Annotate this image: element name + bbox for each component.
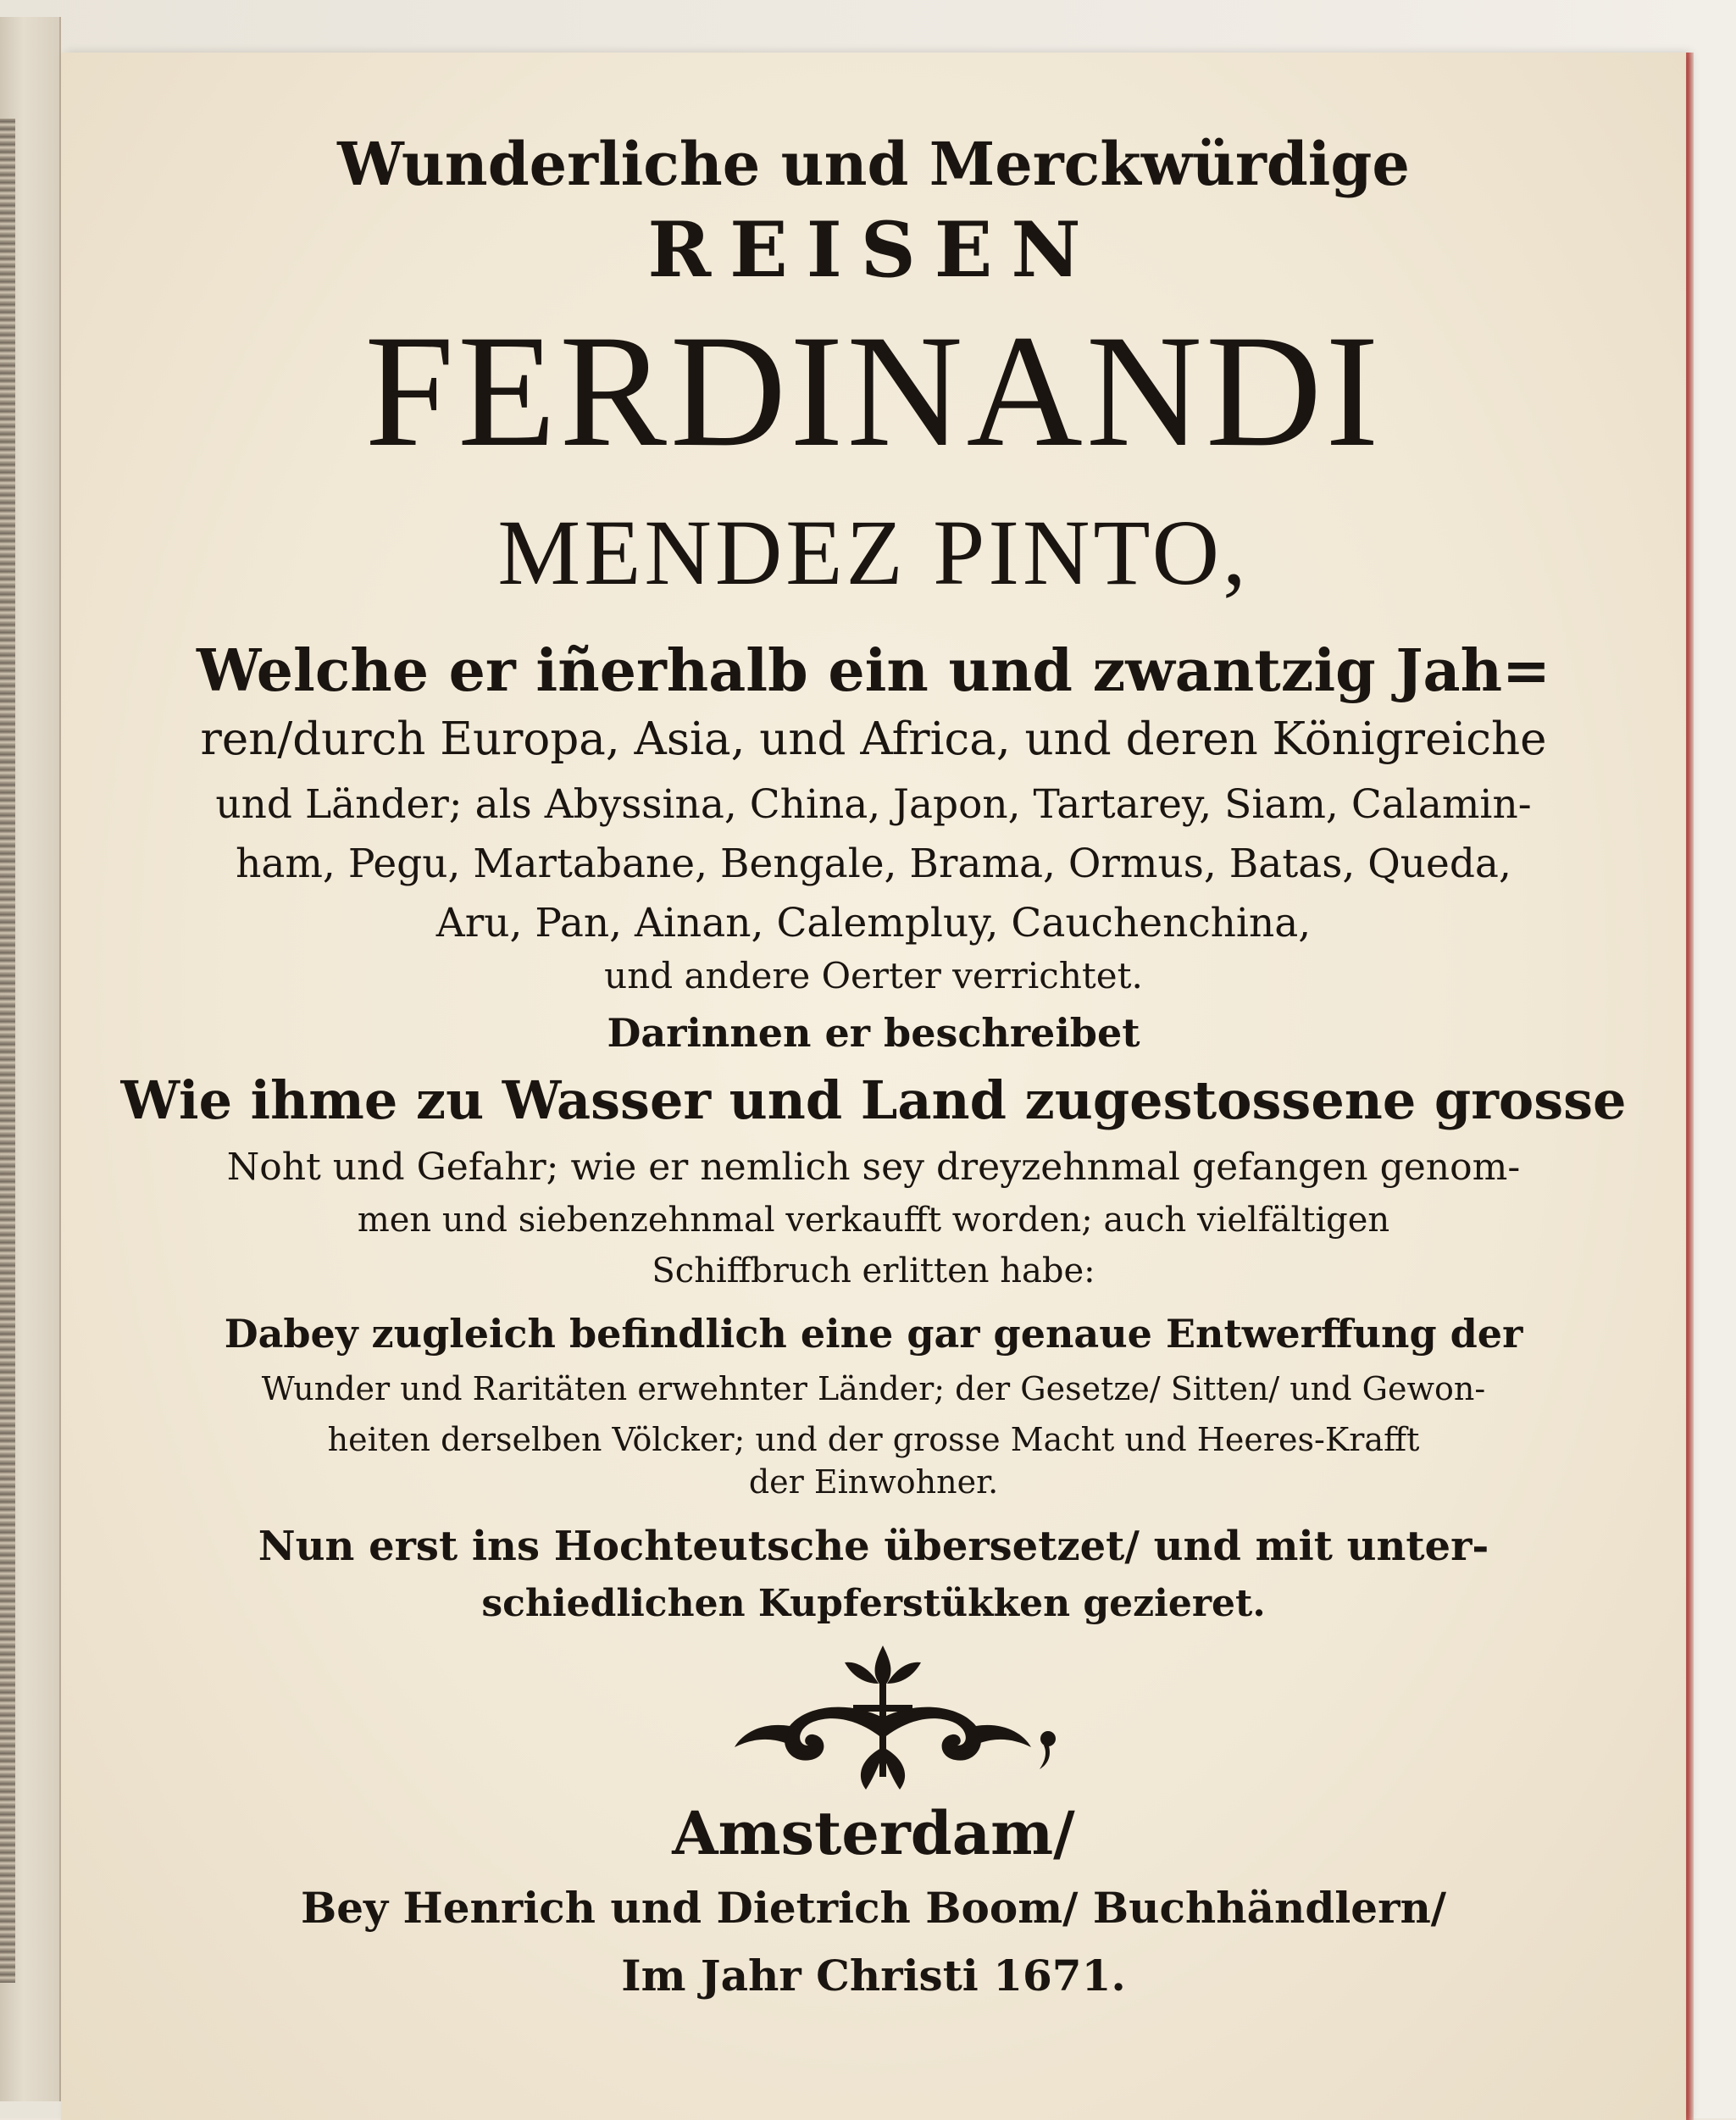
title-line-7: und Länder; als Abyssina, China, Japon, Tartarey, Siam, Calamin-	[215, 781, 1532, 828]
title-line-12: Wie ihme zu Wasser und Land zugestossene grosse	[120, 1069, 1627, 1131]
title-line-17: Wunder und Raritäten erwehnter Länder; der Gesetze/ Sitten/ und Gewon-	[261, 1370, 1486, 1407]
title-line-21: schiedlichen Kupferstükken gezieret.	[481, 1582, 1266, 1625]
facing-page-edge	[0, 17, 61, 2101]
title-line-8: ham, Pegu, Martabane, Bengale, Brama, Ormus, Batas, Queda,	[236, 841, 1511, 887]
title-line-15: Schiffbruch erlitten habe:	[652, 1251, 1095, 1290]
title-line-18: heiten derselben Völcker; und der grosse Macht und Heeres-Krafft	[327, 1421, 1420, 1458]
title-line-10: und andere Oerter verrichtet.	[604, 955, 1143, 996]
title-line-9: Aru, Pan, Ainan, Calempluy, Cauchenchina,	[435, 900, 1312, 946]
title-author-surname: MENDEZ PINTO,	[497, 501, 1250, 604]
title-line-1: Wunderliche und Merckwürdige	[337, 129, 1410, 199]
printers-fleuron-icon	[671, 1637, 1095, 1806]
title-author-given-name: FERDINANDI	[364, 302, 1383, 480]
title-line-11: Darinnen er beschreibet	[607, 1010, 1140, 1056]
title-line-5: Welche er iñerhalb ein und zwantzig Jah=	[196, 637, 1551, 705]
imprint-city: Amsterdam/	[672, 1798, 1075, 1868]
imprint-publisher: Bey Henrich und Dietrich Boom/ Buchhändlern/	[300, 1883, 1447, 1933]
title-page	[61, 53, 1686, 2120]
title-line-16: Dabey zugleich befindlich eine gar genaue Entwerffung der	[224, 1311, 1523, 1357]
title-line-14: men und siebenzehnmal verkaufft worden; auch vielfältigen	[357, 1201, 1390, 1240]
title-line-reisen: REISEN	[647, 205, 1100, 295]
title-line-13: Noht und Gefahr; wie er nemlich sey dreyzehnmal gefangen genom-	[226, 1146, 1521, 1189]
title-line-19: der Einwohner.	[748, 1463, 999, 1501]
frontispiece-engraving-edge	[0, 119, 15, 1983]
imprint-year: Im Jahr Christi 1671.	[621, 1951, 1126, 2001]
title-line-20: Nun erst ins Hochteutsche übersetzet/ und mit unter-	[258, 1523, 1489, 1570]
title-line-6: ren/durch Europa, Asia, und Africa, und deren Königreiche	[200, 713, 1547, 765]
